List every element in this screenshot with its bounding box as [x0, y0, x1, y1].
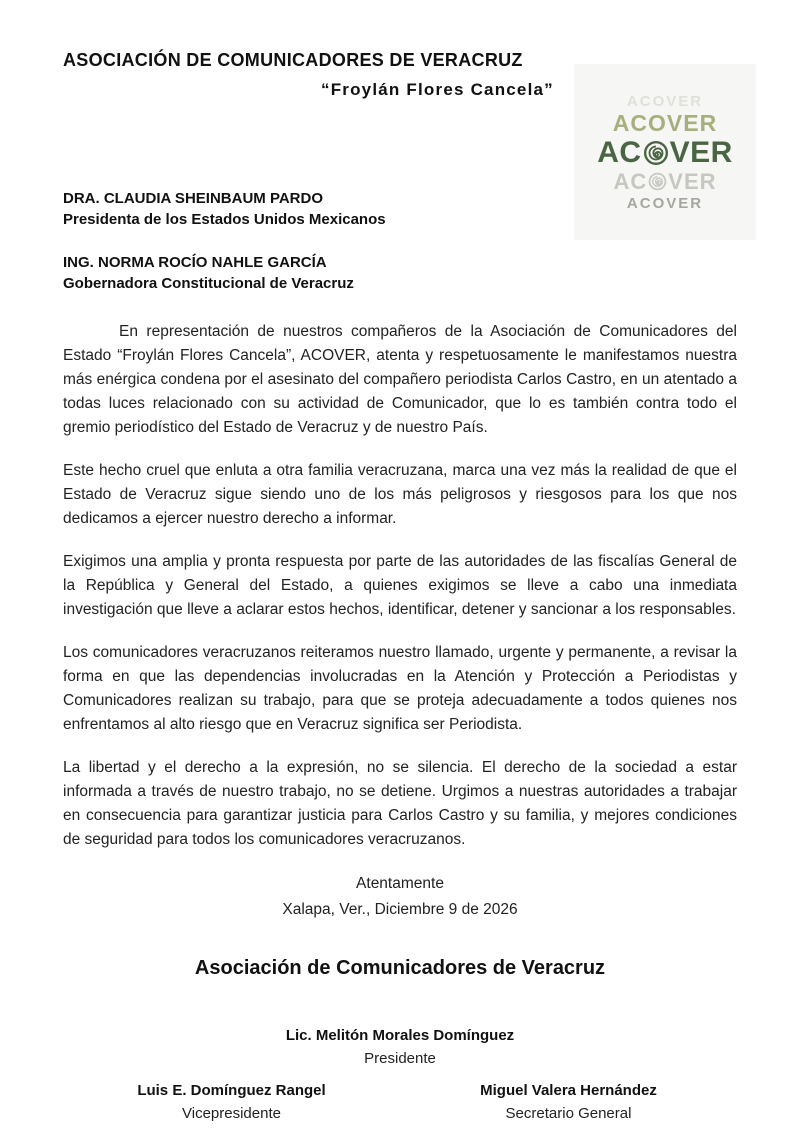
president-name: Lic. Melitón Morales Domínguez — [285, 1027, 515, 1044]
signature-row — [63, 1079, 737, 1125]
president-title: Presidente — [364, 1050, 436, 1067]
closing-block — [63, 871, 737, 923]
recipient-2-title: Gobernadora Constitucional de Veracruz — [63, 275, 354, 292]
paragraph-5: La libertad y el derecho a la expresión, no se silencia. El derecho de la sociedad a estar informada a través de nuestro trabajo, no se detiene. Urgimos a nuestras autoridades a trabajar en consecuencia para garantizar justicia para Carlos Castro y su familia, y mejores condiciones de seguridad para todos los comunicadores veracruzanos. — [63, 759, 737, 848]
paragraph-4: Los comunicadores veracruzanos reiteramos nuestro llamado, urgente y permanente, a revisar la forma en que las dependencias involucradas en la Atención y Protección a Periodistas y Comunicadores realizan su trabajo, para que se proteja adecuadamente a todos quienes nos enfrentamos al alto riesgo que en Veracruz significa ser Periodista. — [63, 644, 737, 733]
org-subtitle: “Froylán Flores Cancela” — [321, 80, 554, 99]
logo-wordmark-5: ACOVER — [626, 194, 704, 212]
acover-logo — [574, 64, 756, 240]
closing-salutation: Atentamente — [356, 875, 444, 892]
spiral-snail-icon — [643, 140, 669, 166]
recipient-2 — [63, 252, 737, 294]
secretary-name: Miguel Valera Hernández — [480, 1082, 657, 1099]
logo-wordmark-main — [597, 135, 733, 169]
logo-wordmark-4 — [613, 168, 717, 194]
signature-secretary — [400, 1079, 737, 1125]
closing-dateline: Xalapa, Ver., Diciembre 9 de 2026 — [282, 901, 518, 918]
logo-wordmark-4-prefix: AC — [613, 168, 648, 194]
closing-organization: Asociación de Comunicadores de Veracruz — [194, 957, 606, 979]
logo-wordmark-2: ACOVER — [612, 109, 718, 136]
signature-vicepresident — [63, 1079, 400, 1125]
vicepresident-title: Vicepresidente — [182, 1105, 281, 1122]
letter-body — [63, 320, 737, 852]
logo-wordmark-main-prefix: AC — [597, 135, 642, 169]
logo-wordmark-4-suffix: VER — [668, 168, 717, 194]
spiral-snail-icon — [648, 172, 667, 191]
paragraph-2: Este hecho cruel que enluta a otra familia veracruzana, marca una vez más la realidad de que el Estado de Veracruz sigue siendo uno de los más peligrosos y riesgosos para los que nos dedicamos a ejercer nuestro derecho a informar. — [63, 462, 737, 527]
secretary-title: Secretario General — [505, 1105, 632, 1122]
signature-president — [63, 1024, 737, 1070]
logo-wordmark-main-suffix: VER — [669, 135, 733, 169]
recipient-2-name: ING. NORMA ROCÍO NAHLE GARCÍA — [63, 254, 327, 271]
org-title: ASOCIACIÓN DE COMUNICADORES DE VERACRUZ — [63, 50, 523, 70]
paragraph-3: Exigimos una amplia y pronta respuesta por parte de las autoridades de las fiscalías General de la República y General del Estado, a quienes exigimos se lleve a cabo una inmediata investigación que lleve a aclarar estos hechos, identificar, detener y sancionar a los responsables. — [63, 553, 737, 618]
recipient-1-title: Presidenta de los Estados Unidos Mexicanos — [63, 211, 386, 228]
paragraph-1: En representación de nuestros compañeros de la Asociación de Comunicadores del Estado “Froylán Flores Cancela”, ACOVER, atenta y respetuosamente le manifestamos nuestra más enérgica condena por el asesinato del compañero periodista Carlos Castro, en un atentado a todas luces relacionado con su actividad de Comunicador, que lo es también contra todo el gremio periodístico del Estado de Veracruz y de nuestro País. — [63, 323, 737, 436]
recipient-1-name: DRA. CLAUDIA SHEINBAUM PARDO — [63, 190, 323, 207]
logo-wordmark-1: ACOVER — [626, 92, 704, 110]
vicepresident-name: Luis E. Domínguez Rangel — [137, 1082, 326, 1099]
